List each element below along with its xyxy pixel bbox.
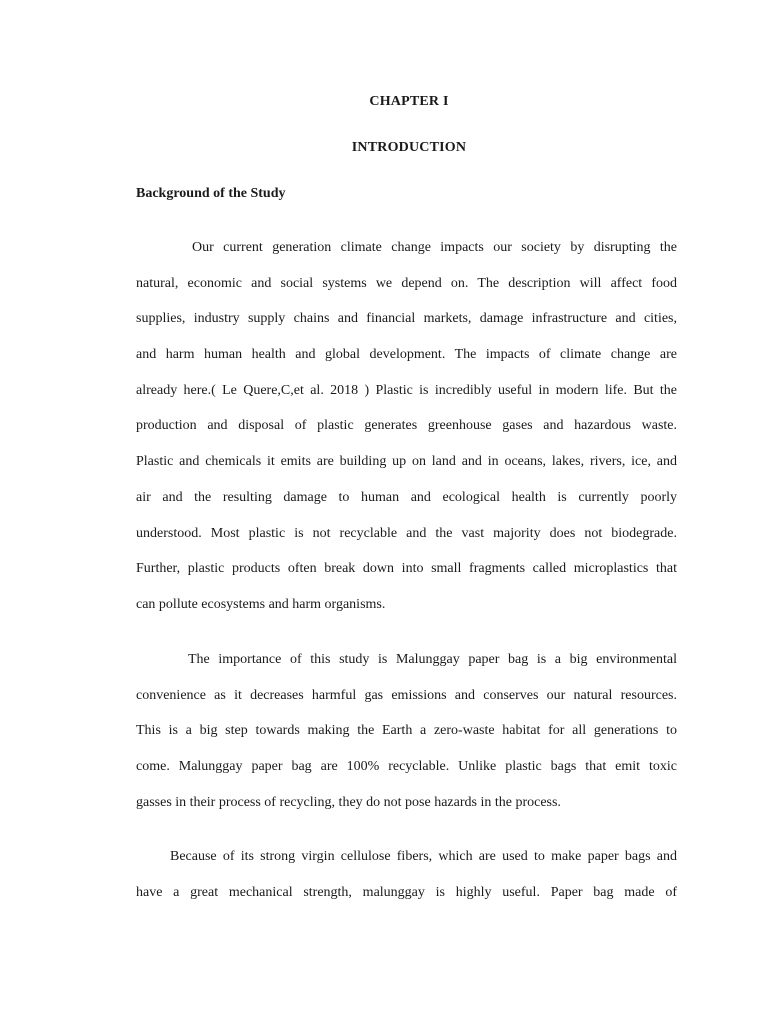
paragraph-line: and harm human health and global development. The impacts of climate change are: [136, 347, 677, 363]
chapter-title: CHAPTER I: [369, 94, 449, 109]
paragraph-line: convenience as it decreases harmful gas emissions and conserves our natural resources.: [136, 687, 677, 703]
paragraph-line: understood. Most plastic is not recyclable and the vast majority does not biodegrade.: [136, 525, 677, 541]
paragraph-line: can pollute ecosystems and harm organisms.: [136, 596, 386, 612]
paragraph-line: supplies, industry supply chains and financial markets, damage infrastructure and cities,: [136, 311, 677, 327]
paragraph-line: natural, economic and social systems we depend on. The description will affect food: [136, 275, 677, 291]
section-title: INTRODUCTION: [351, 140, 467, 155]
paragraph-2: [136, 642, 677, 820]
paragraph-line: production and disposal of plastic generates greenhouse gases and hazardous waste.: [136, 418, 677, 434]
paragraph-line: The importance of this study is Malunggay paper bag is a big environmental: [188, 652, 677, 667]
paragraph-1: [136, 230, 677, 623]
paragraph-line: Plastic and chemicals it emits are building up on land and in oceans, lakes, rivers, ice, and: [136, 454, 677, 470]
paragraph-3: [136, 839, 677, 910]
paragraph-line: have a great mechanical strength, malunggay is highly useful. Paper bag made of: [136, 884, 677, 900]
paragraph-line: Because of its strong virgin cellulose fibers, which are used to make paper bags and: [170, 849, 677, 864]
paragraph-line: come. Malunggay paper bag are 100% recyclable. Unlike plastic bags that emit toxic: [136, 759, 677, 775]
paragraph-line: air and the resulting damage to human and ecological health is currently poorly: [136, 489, 677, 505]
paragraph-line: Our current generation climate change impacts our society by disrupting the: [192, 240, 677, 255]
paragraph-line: gasses in their process of recycling, they do not pose hazards in the process.: [136, 794, 561, 810]
subheading: Background of the Study: [136, 186, 286, 201]
paragraph-line: This is a big step towards making the Earth a zero-waste habitat for all generations to: [136, 723, 677, 739]
paragraph-line: Further, plastic products often break down into small fragments called microplastics that: [136, 561, 677, 577]
paragraph-line: already here.( Le Quere,C,et al. 2018 ) Plastic is incredibly useful in modern life. But the: [136, 382, 677, 398]
